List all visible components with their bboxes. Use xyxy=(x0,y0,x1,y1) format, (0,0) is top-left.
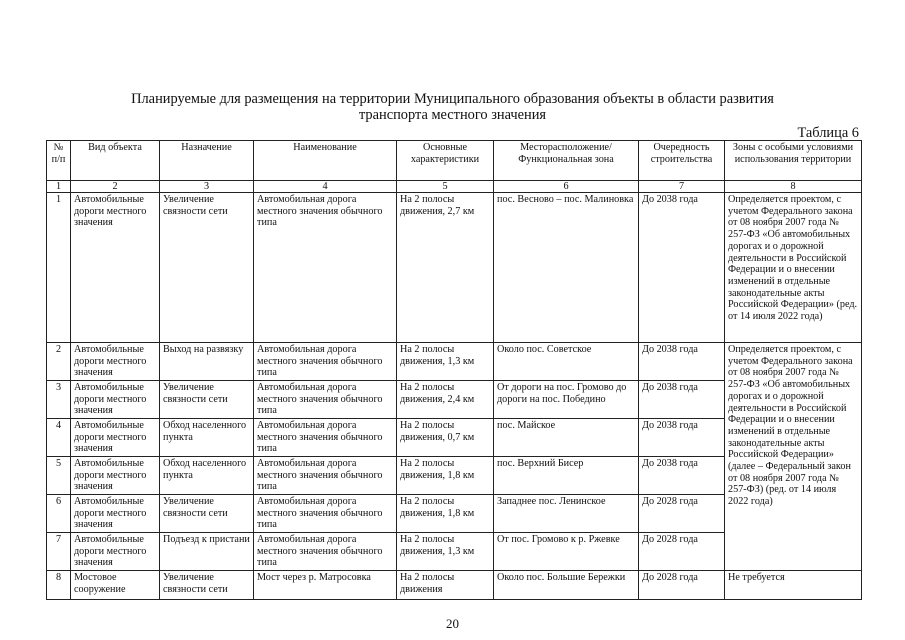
planned-objects-table xyxy=(46,140,862,600)
document-title-line-2: транспорта местного значения xyxy=(358,107,547,123)
header-cell-name: Наименование xyxy=(254,141,397,181)
object-type-cell: Автомобильные дороги местного значения xyxy=(71,381,160,419)
construction-stage-cell: До 2038 года xyxy=(639,193,725,343)
row-number: 5 xyxy=(47,457,71,495)
characteristics-cell: На 2 полосы движения xyxy=(397,571,494,600)
purpose-cell: Увеличение связности сети xyxy=(160,495,254,533)
object-type-cell: Мостовое сооружение xyxy=(71,571,160,600)
construction-stage-cell: До 2028 года xyxy=(639,495,725,533)
object-type-cell: Автомобильные дороги местного значения xyxy=(71,457,160,495)
row-number: 4 xyxy=(47,419,71,457)
name-cell: Мост через р. Матросовка xyxy=(254,571,397,600)
column-number: 6 xyxy=(494,181,639,193)
characteristics-cell: На 2 полосы движения, 2,4 км xyxy=(397,381,494,419)
name-cell: Автомобильная дорога местного значения обычного типа xyxy=(254,419,397,457)
location-cell: Около пос. Большие Бережки xyxy=(494,571,639,600)
name-cell: Автомобильная дорога местного значения обычного типа xyxy=(254,381,397,419)
object-type-cell: Автомобильные дороги местного значения xyxy=(71,495,160,533)
row-number: 8 xyxy=(47,571,71,600)
special-zones-text: Определяется проектом, с учетом Федерального закона от 08 ноября 2007 года № 257-ФЗ «Об автомобильных дорогах и о дорожной деятельности в Российской Федерации и о внесении изменений в отдельные законодательные акты Российской Федерации» (далее – Федеральный закон от 08 ноября 2007 года № 257-ФЗ) (ред. от 14 июля 2022 года) xyxy=(728,344,853,508)
column-number: 4 xyxy=(254,181,397,193)
characteristics-cell: На 2 полосы движения, 1,3 км xyxy=(397,343,494,381)
header-cell-construction-stage: Очередность строительства xyxy=(639,141,725,181)
column-number: 3 xyxy=(160,181,254,193)
construction-stage-cell: До 2038 года xyxy=(639,381,725,419)
column-number: 2 xyxy=(71,181,160,193)
special-zones-cell-merged xyxy=(725,343,862,571)
header-cell-special-zones: Зоны с особыми условиями использования территории xyxy=(725,141,862,181)
location-cell: От дороги на пос. Громово до дороги на пос. Победино xyxy=(494,381,639,419)
location-cell: пос. Майское xyxy=(494,419,639,457)
special-zones-cell: Не требуется xyxy=(725,571,862,600)
header-cell-purpose: Назначение xyxy=(160,141,254,181)
row-number: 1 xyxy=(47,193,71,343)
object-type-cell: Автомобильные дороги местного значения xyxy=(71,419,160,457)
name-cell: Автомобильная дорога местного значения обычного типа xyxy=(254,533,397,571)
purpose-cell: Обход населенного пункта xyxy=(160,457,254,495)
purpose-cell: Увеличение связности сети xyxy=(160,571,254,600)
row-number: 2 xyxy=(47,343,71,381)
column-number: 8 xyxy=(725,181,862,193)
construction-stage-cell: До 2038 года xyxy=(639,419,725,457)
table-row xyxy=(47,571,862,600)
name-cell: Автомобильная дорога местного значения обычного типа xyxy=(254,343,397,381)
page-number: 20 xyxy=(446,616,459,631)
name-cell: Автомобильная дорога местного значения обычного типа xyxy=(254,193,397,343)
construction-stage-cell: До 2028 года xyxy=(639,571,725,600)
location-cell: Западнее пос. Ленинское xyxy=(494,495,639,533)
header-cell-characteristics: Основные характеристики xyxy=(397,141,494,181)
construction-stage-cell: До 2038 года xyxy=(639,457,725,495)
column-number: 1 xyxy=(47,181,71,193)
location-cell: Около пос. Советское xyxy=(494,343,639,381)
purpose-cell: Увеличение связности сети xyxy=(160,193,254,343)
location-cell: пос. Верхний Бисер xyxy=(494,457,639,495)
name-cell: Автомобильная дорога местного значения обычного типа xyxy=(254,495,397,533)
table-row xyxy=(47,343,862,381)
location-cell: От пос. Громово к р. Ржевке xyxy=(494,533,639,571)
object-type-cell: Автомобильные дороги местного значения xyxy=(71,193,160,343)
document-title-line-1: Планируемые для размещения на территории Муниципального образования объекты в области развития xyxy=(131,91,774,107)
construction-stage-cell: До 2028 года xyxy=(639,533,725,571)
characteristics-cell: На 2 полосы движения, 0,7 км xyxy=(397,419,494,457)
table-row xyxy=(47,193,862,343)
table-header-row xyxy=(47,141,862,181)
row-number: 6 xyxy=(47,495,71,533)
characteristics-cell: На 2 полосы движения, 1,8 км xyxy=(397,457,494,495)
row-number: 7 xyxy=(47,533,71,571)
characteristics-cell: На 2 полосы движения, 1,8 км xyxy=(397,495,494,533)
header-cell-location: Месторасположение/ Функциональная зона xyxy=(494,141,639,181)
column-number: 7 xyxy=(639,181,725,193)
characteristics-cell: На 2 полосы движения, 1,3 км xyxy=(397,533,494,571)
table-label: Таблица 6 xyxy=(797,125,859,141)
header-cell-number: № п/п xyxy=(47,141,71,181)
header-cell-object-type: Вид объекта xyxy=(71,141,160,181)
purpose-cell: Выход на развязку xyxy=(160,343,254,381)
location-cell: пос. Весново – пос. Малиновка xyxy=(494,193,639,343)
construction-stage-cell: До 2038 года xyxy=(639,343,725,381)
purpose-cell: Обход населенного пункта xyxy=(160,419,254,457)
characteristics-cell: На 2 полосы движения, 2,7 км xyxy=(397,193,494,343)
row-number: 3 xyxy=(47,381,71,419)
column-number: 5 xyxy=(397,181,494,193)
purpose-cell: Увеличение связности сети xyxy=(160,381,254,419)
column-number-row xyxy=(47,181,862,193)
purpose-cell: Подъезд к пристани xyxy=(160,533,254,571)
object-type-cell: Автомобильные дороги местного значения xyxy=(71,533,160,571)
name-cell: Автомобильная дорога местного значения обычного типа xyxy=(254,457,397,495)
special-zones-cell: Определяется проектом, с учетом Федерального закона от 08 ноября 2007 года № 257-ФЗ «Об автомобильных дорогах и о дорожной деятельности в Российской Федерации и о внесении изменений в отдельные законодательные акты Российской Федерации» (ред. от 14 июля 2022 года) xyxy=(725,193,862,343)
object-type-cell: Автомобильные дороги местного значения xyxy=(71,343,160,381)
